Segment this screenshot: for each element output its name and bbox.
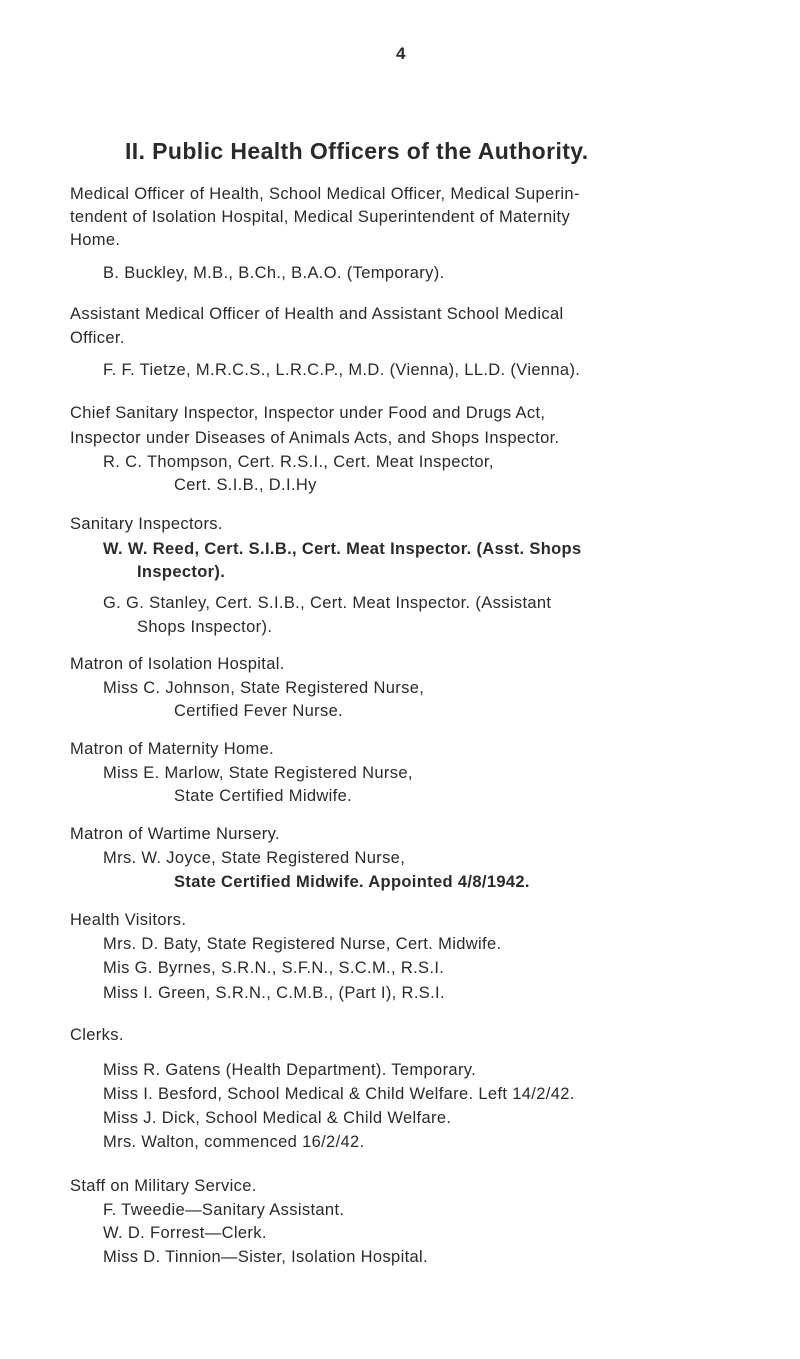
text-line: W. W. Reed, Cert. S.I.B., Cert. Meat Inspector. (Asst. Shops <box>103 540 582 558</box>
text-line: Clerks. <box>70 1026 124 1044</box>
text-line: State Certified Midwife. <box>174 787 353 805</box>
page-number: 4 <box>396 44 406 63</box>
text-line: Miss I. Besford, School Medical & Child Welfare. Left 14/2/42. <box>103 1085 575 1103</box>
text-line: R. C. Thompson, Cert. R.S.I., Cert. Meat Inspector, <box>103 453 494 471</box>
text-line: Staff on Military Service. <box>70 1177 257 1195</box>
text-line: Matron of Wartime Nursery. <box>70 825 280 843</box>
text-line: Assistant Medical Officer of Health and Assistant School Medical <box>70 305 564 323</box>
text-line: Inspector under Diseases of Animals Acts, and Shops Inspector. <box>70 429 560 447</box>
text-line: Matron of Maternity Home. <box>70 740 275 758</box>
text-line: Officer. <box>70 329 125 347</box>
text-line: Cert. S.I.B., D.I.Hy <box>174 476 317 494</box>
text-line: Miss C. Johnson, State Registered Nurse, <box>103 679 425 697</box>
text-line: Mrs. Walton, commenced 16/2/42. <box>103 1133 365 1151</box>
text-line: Chief Sanitary Inspector, Inspector under Food and Drugs Act, <box>70 404 546 422</box>
text-line: State Certified Midwife. Appointed 4/8/1942. <box>174 873 530 891</box>
text-line: Miss I. Green, S.R.N., C.M.B., (Part I), R.S.I. <box>103 984 445 1002</box>
text-line: Miss E. Marlow, State Registered Nurse, <box>103 764 413 782</box>
text-line: G. G. Stanley, Cert. S.I.B., Cert. Meat Inspector. (Assistant <box>103 594 552 612</box>
text-line: W. D. Forrest—Clerk. <box>103 1224 267 1242</box>
text-line: F. Tweedie—Sanitary Assistant. <box>103 1201 345 1219</box>
text-line: Matron of Isolation Hospital. <box>70 655 285 673</box>
text-line: Home. <box>70 231 121 249</box>
text-line: tendent of Isolation Hospital, Medical Superintendent of Maternity <box>70 208 571 226</box>
text-line: F. F. Tietze, M.R.C.S., L.R.C.P., M.D. (Vienna), LL.D. (Vienna). <box>103 361 581 379</box>
text-line: Miss D. Tinnion—Sister, Isolation Hospital. <box>103 1248 429 1266</box>
text-line: Mis G. Byrnes, S.R.N., S.F.N., S.C.M., R.S.I. <box>103 959 445 977</box>
text-line: Miss R. Gatens (Health Department). Temporary. <box>103 1061 477 1079</box>
text-line: Inspector). <box>137 563 226 581</box>
text-line: Certified Fever Nurse. <box>174 702 344 720</box>
text-line: Medical Officer of Health, School Medical Officer, Medical Superin- <box>70 185 580 203</box>
text-line: Miss J. Dick, School Medical & Child Welfare. <box>103 1109 452 1127</box>
text-line: Shops Inspector). <box>137 618 273 636</box>
text-line: B. Buckley, M.B., B.Ch., B.A.O. (Temporary). <box>103 264 445 282</box>
text-line: Sanitary Inspectors. <box>70 515 223 533</box>
text-line: Mrs. W. Joyce, State Registered Nurse, <box>103 849 406 867</box>
text-line: Health Visitors. <box>70 911 187 929</box>
section-heading: II. Public Health Officers of the Authority. <box>125 138 589 164</box>
text-line: Mrs. D. Baty, State Registered Nurse, Cert. Midwife. <box>103 935 502 953</box>
